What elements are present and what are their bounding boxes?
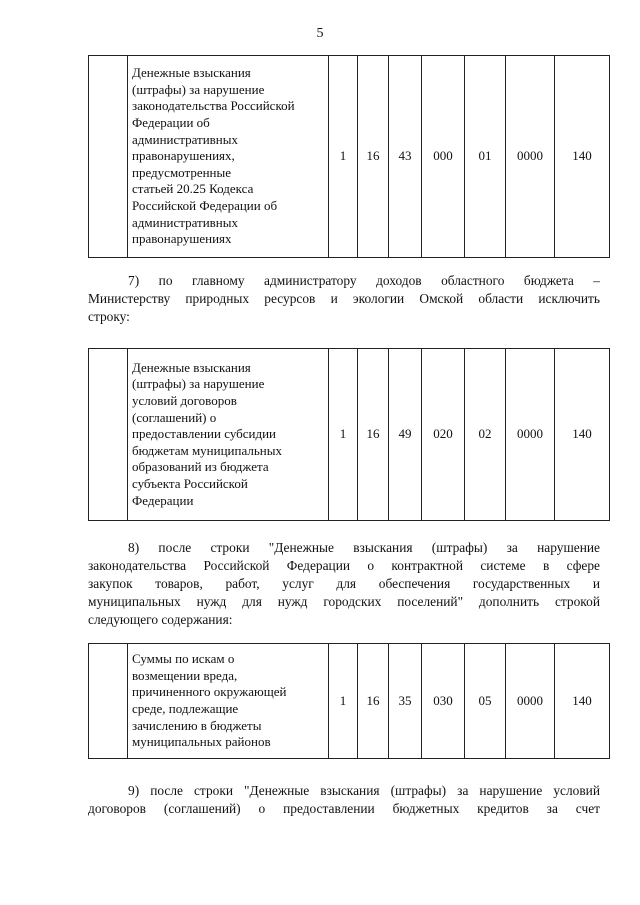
description-line: правонарушениях [132,231,232,247]
code-cell: 000 [422,56,465,258]
description-line: предоставлении субсидии [132,426,277,442]
code-cell: 16 [358,349,389,521]
empty-cell [89,644,128,759]
description-line: (штрафы) за нарушение [132,81,265,97]
description-line: предусмотренные [132,164,232,180]
code-cell: 1 [329,349,358,521]
description-line: зачислению в бюджеты [132,717,262,733]
paragraph-line: 9) после строки "Денежные взыскания (штрафы) за нарушение условий [128,783,600,798]
paragraph-line: Министерству природных ресурсов и экологии Омской области исключить [88,291,600,306]
description-line: Суммы по искам о [132,651,235,667]
description-line: статьей 20.25 Кодекса [132,181,254,197]
code-cell: 02 [465,349,506,521]
code-cell: 0000 [506,644,555,759]
description-line: образований из бюджета [132,459,269,475]
paragraph-line: строку: [88,309,130,324]
code-cell: 0000 [506,56,555,258]
page-number: 5 [316,26,324,41]
description-line: бюджетам муниципальных [132,442,282,458]
code-cell: 16 [358,56,389,258]
description-line: Федерации об [132,115,210,131]
description-line: административных [132,131,238,147]
description-line: Денежные взыскания [132,65,251,81]
empty-cell [89,56,128,258]
paragraph-7 [88,272,600,326]
code-cell: 01 [465,56,506,258]
paragraph-line: договоров (соглашений) о предоставлении бюджетных кредитов за счет [88,801,600,816]
description-line: условий договоров [132,393,237,409]
paragraph-line: 8) после строки "Денежные взыскания (штрафы) за нарушение [128,540,600,555]
paragraph-line: закупок товаров, работ, услуг для обеспечения государственных и [88,576,600,591]
income-description [128,56,329,258]
paragraph-8 [88,539,600,629]
paragraph-9 [88,782,600,818]
table-row [89,644,610,759]
code-cell: 030 [422,644,465,759]
paragraph-line: следующего содержания: [88,612,233,627]
code-cell: 35 [389,644,422,759]
description-line: законодательства Российской [132,98,295,114]
code-cell: 020 [422,349,465,521]
income-description [128,644,329,759]
description-line: (штрафы) за нарушение [132,376,265,392]
code-cell: 49 [389,349,422,521]
table-row [89,349,610,521]
description-line: причиненного окружающей [132,684,287,700]
budget-code-table-1 [88,55,610,258]
table-row [89,56,610,258]
description-line: Денежные взыскания [132,359,251,375]
description-line: среде, подлежащие [132,701,239,716]
code-cell: 1 [329,644,358,759]
budget-code-table-2 [88,348,610,521]
code-cell: 05 [465,644,506,759]
code-cell: 16 [358,644,389,759]
paragraph-line: муниципальных нужд для нужд городских поселений" дополнить строкой [88,594,600,609]
description-line: возмещении вреда, [132,667,238,683]
empty-cell [89,349,128,521]
description-line: административных [132,214,238,230]
description-line: субъекта Российской [132,475,248,491]
description-line: (соглашений) о [132,409,217,425]
description-line: правонарушениях, [132,148,235,164]
paragraph-line: законодательства Российской Федерации о контрактной системе в сфере [88,558,600,573]
income-description [128,349,329,521]
budget-code-table-3 [88,643,610,759]
code-cell: 140 [555,349,610,521]
paragraph-line: 7) по главному администратору доходов областного бюджета – [128,273,600,288]
description-line: Федерации [132,492,194,508]
description-line: муниципальных районов [132,734,271,750]
code-cell: 1 [329,56,358,258]
code-cell: 43 [389,56,422,258]
code-cell: 0000 [506,349,555,521]
code-cell: 140 [555,644,610,759]
code-cell: 140 [555,56,610,258]
description-line: Российской Федерации об [132,197,278,213]
